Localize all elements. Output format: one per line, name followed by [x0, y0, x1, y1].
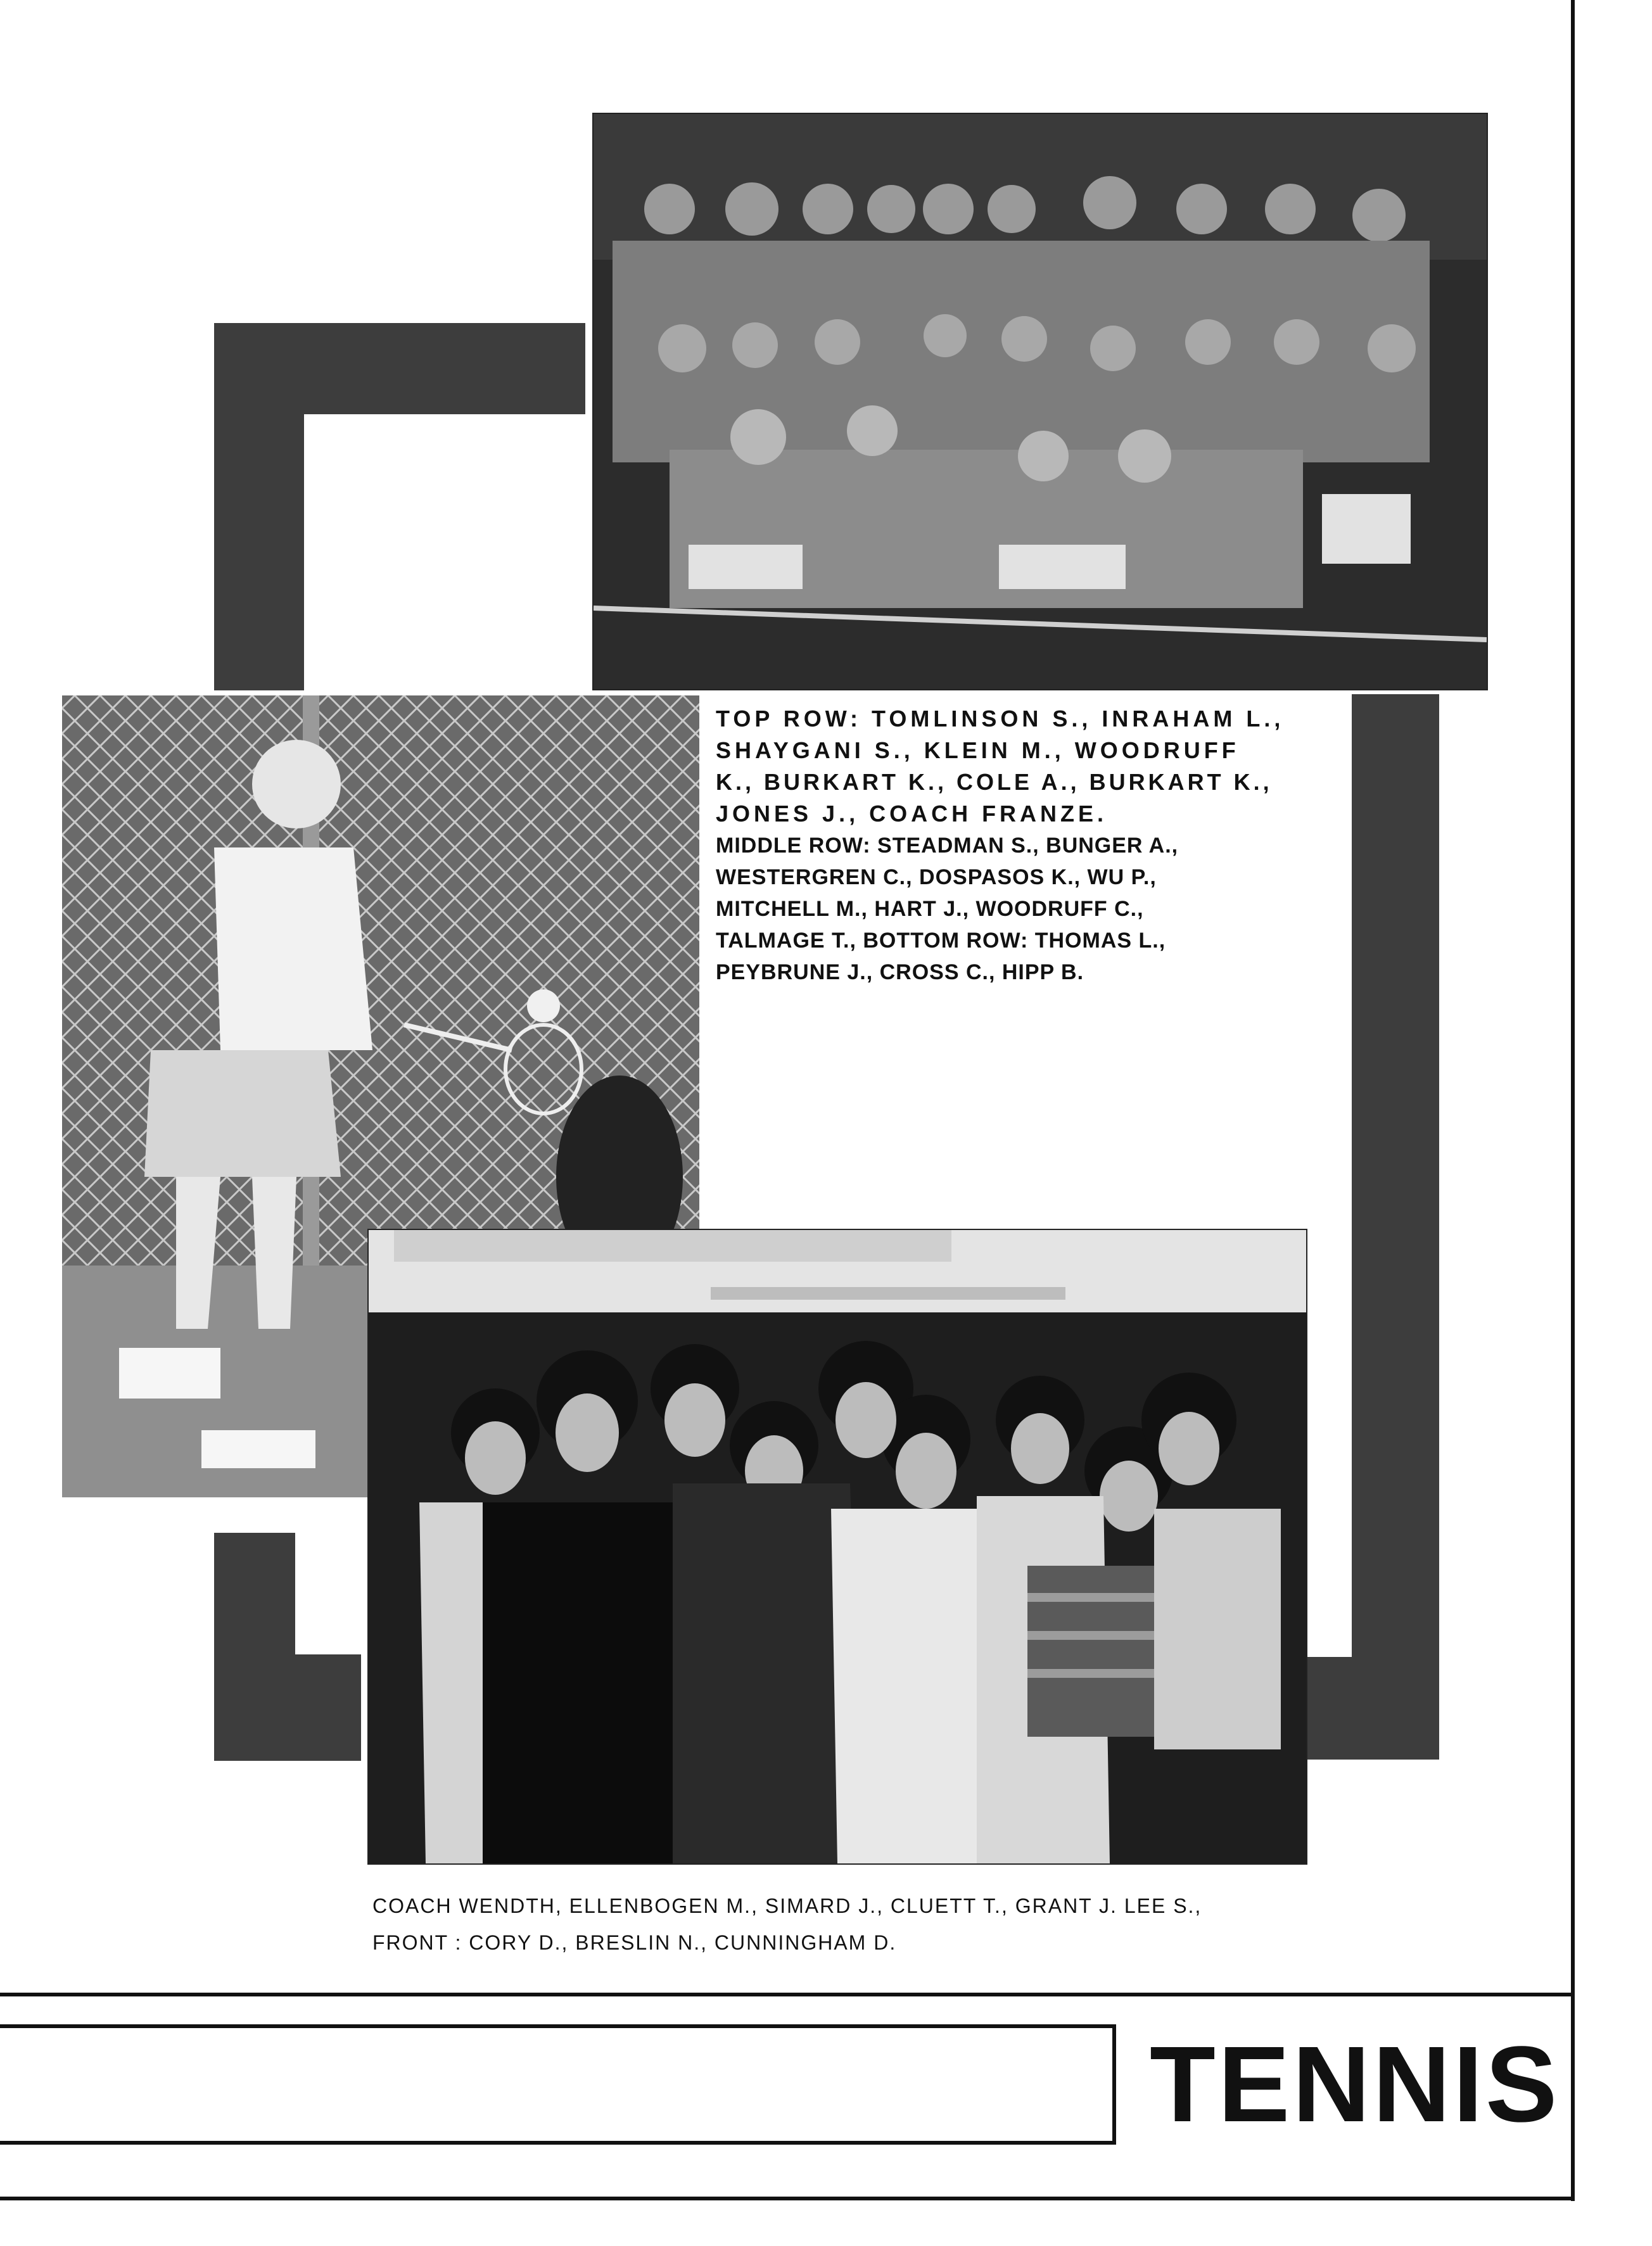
- footer-title-box: [0, 2024, 1116, 2145]
- top-left-bracket-horizontal: [214, 323, 585, 414]
- caption-line: FRONT : CORY D., BRESLIN N., CUNNINGHAM D.: [372, 1931, 897, 1954]
- girls-team-caption: [716, 703, 1349, 988]
- right-bracket-horizontal: [1305, 1657, 1439, 1760]
- caption-line: K., BURKART K., COLE A., BURKART K.,: [716, 769, 1273, 795]
- caption-line: TOP ROW: TOMLINSON S., INRAHAM L.,: [716, 706, 1285, 732]
- caption-line: MITCHELL M., HART J., WOODRUFF C.,: [716, 897, 1144, 921]
- page-bottom-border: [0, 2197, 1575, 2200]
- boys-team-caption: [372, 1888, 1202, 1961]
- caption-line: WESTERGREN C., DOSPASOS K., WU P.,: [716, 865, 1157, 889]
- boys-team-photo: [367, 1229, 1307, 1865]
- bottom-left-bracket-horizontal: [214, 1654, 361, 1761]
- page-right-border: [1571, 0, 1575, 2201]
- caption-line: PEYBRUNE J., CROSS C., HIPP B.: [716, 960, 1084, 984]
- footer-top-rule: [0, 1993, 1575, 1996]
- right-bracket-vertical: [1352, 694, 1439, 1758]
- caption-line: MIDDLE ROW: STEADMAN S., BUNGER A.,: [716, 834, 1179, 858]
- section-title: TENNIS: [1150, 2024, 1560, 2145]
- caption-line: COACH WENDTH, ELLENBOGEN M., SIMARD J., CLUETT T., GRANT J. LEE S.,: [372, 1894, 1202, 1917]
- caption-line: TALMAGE T., BOTTOM ROW: THOMAS L.,: [716, 929, 1166, 953]
- caption-line: JONES J., COACH FRANZE.: [716, 801, 1108, 827]
- girls-team-photo: [592, 113, 1488, 690]
- caption-line: SHAYGANI S., KLEIN M., WOODRUFF: [716, 737, 1240, 763]
